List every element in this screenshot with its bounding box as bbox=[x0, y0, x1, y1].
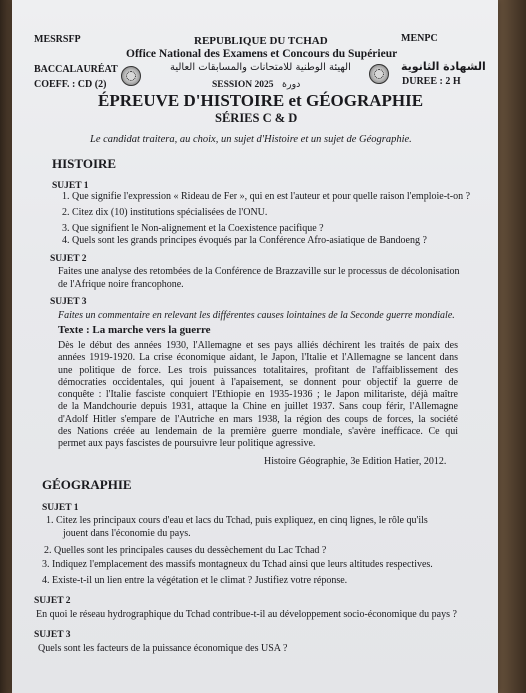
texte-line: permet aux pays fascistes de poursuivre leur politique agressive. bbox=[58, 438, 316, 450]
histoire-sujet3-label: SUJET 3 bbox=[50, 297, 87, 307]
instructions: Le candidat traitera, au choix, un sujet d'Histoire et un sujet de Géographie. bbox=[90, 134, 412, 145]
session-arabic: دورة bbox=[282, 79, 301, 90]
session: SESSION 2025 bbox=[212, 80, 274, 90]
section-geographie-heading: GÉOGRAPHIE bbox=[42, 477, 132, 492]
histoire-sujet2-line-2: de l'Afrique noire francophone. bbox=[58, 279, 184, 290]
histoire-sujet1-question-4: 4. Quels sont les grands principes évoqués par la Conférence Afro-asiatique de Bandoeng ? bbox=[62, 235, 427, 246]
texte-line: Dès le début des années 1930, l'Allemagne et ses pays alliés déchirent les traités de paix des bbox=[58, 340, 458, 351]
office-name-arabic: الهيئة الوطنية للامتحانات والمسابقات العالية bbox=[170, 62, 351, 73]
histoire-sujet2-line-1: Faites une analyse des retombées de la Conférence de Brazzaville sur le processus de décolonisation bbox=[58, 266, 460, 277]
exam-name-arabic: الشهادة الثانوية bbox=[401, 60, 486, 73]
right-seal-icon bbox=[369, 64, 389, 84]
histoire-sujet1-label: SUJET 1 bbox=[52, 181, 89, 191]
texte-title: Texte : La marche vers la guerre bbox=[58, 324, 211, 336]
texte-paragraph bbox=[58, 340, 458, 451]
texte-line: une politique de force. Les trois puissances totalitaires, profitant de l'affaiblissement des bbox=[58, 364, 458, 376]
geographie-sujet1-question-1-cont: jouent dans l'économie du pays. bbox=[63, 528, 191, 539]
geographie-sujet2-text: En quoi le réseau hydrographique du Tchad contribue-t-il au développement socio-économique du pays ? bbox=[36, 609, 457, 620]
right-organization: MENPC bbox=[401, 33, 438, 44]
texte-line: années 1919-1920. La crise économique aidant, le Japon, l'Italie et l'Allemagne se lancent dans bbox=[58, 352, 458, 364]
exam-title: ÉPREUVE D'HISTOIRE et GÉOGRAPHIE bbox=[98, 91, 424, 110]
texte-line: conquête : l'Italie fasciste conquiert l'Ethiopie en 1935-1936 ; le Japon militariste, déjà maître bbox=[58, 389, 458, 401]
geographie-sujet2-label: SUJET 2 bbox=[34, 596, 71, 606]
texte-line: démocraties occidentales, qui jouent à l'apaisement, se donnent pour objectif la guerre de bbox=[58, 376, 458, 388]
country-name: REPUBLIQUE DU TCHAD bbox=[194, 35, 328, 47]
histoire-sujet3-instruction: Faites un commentaire en relevant les différentes causes lointaines de la Seconde guerre mondiale. bbox=[58, 310, 455, 321]
geographie-sujet1-question-2: 2. Quelles sont les principales causes du dessèchement du Lac Tchad ? bbox=[44, 545, 327, 556]
histoire-sujet1-question-2: 2. Citez dix (10) institutions spécialisées de l'ONU. bbox=[62, 207, 268, 218]
geographie-sujet3-text: Quels sont les facteurs de la puissance économique des USA ? bbox=[38, 643, 288, 654]
texte-line: d'Adolf Hitler s'empare de l'Autriche en mars 1938, la région des coups de forces, la société bbox=[58, 413, 458, 425]
exam-sheet bbox=[12, 0, 498, 693]
office-name: Office National des Examens et Concours du Supérieur bbox=[126, 48, 398, 60]
texte-source: Histoire Géographie, 3e Edition Hatier, 2012. bbox=[264, 456, 447, 467]
geographie-sujet1-label: SUJET 1 bbox=[42, 503, 79, 513]
geographie-sujet3-label: SUJET 3 bbox=[34, 630, 71, 640]
series: SÉRIES C & D bbox=[215, 111, 298, 125]
left-organization: MESRSFP bbox=[34, 34, 81, 45]
exam-name: BACCALAURÉAT bbox=[34, 64, 118, 75]
geographie-sujet1-question-3: 3. Indiquez l'emplacement des massifs montagneux du Tchad ainsi que leurs altitudes respectives. bbox=[42, 559, 433, 570]
background-right bbox=[496, 0, 526, 693]
geographie-sujet1-question-1: 1. Citez les principaux cours d'eau et lacs du Tchad, puis expliquez, en cinq lignes, le rôle qu'ils bbox=[46, 515, 428, 526]
section-histoire-heading: HISTOIRE bbox=[52, 156, 117, 171]
histoire-sujet1-question-3: 3. Que signifient le Non-alignement et la Coexistence pacifique ? bbox=[62, 223, 324, 234]
texte-line: des Nations créée au lendemain de la première guerre mondiale, s'avère inefficace. Ce qui bbox=[58, 426, 458, 438]
duration: DUREE : 2 H bbox=[402, 76, 461, 87]
geographie-sujet1-question-4: 4. Existe-t-il un lien entre la végétation et le climat ? Justifiez votre réponse. bbox=[42, 575, 348, 586]
left-seal-icon bbox=[121, 66, 141, 86]
histoire-sujet2-label: SUJET 2 bbox=[50, 254, 87, 264]
texte-line: de la Mandchourie depuis 1931, attaque la Chine en juillet 1937. Sans coup férir, l'Allemagne bbox=[58, 401, 458, 413]
histoire-sujet1-question-1: 1. Que signifie l'expression « Rideau de Fer », qui en est l'auteur et pour quelle raison l'emploie-t-on ? bbox=[62, 191, 471, 202]
coefficient: COEFF. : CD (2) bbox=[34, 79, 107, 90]
